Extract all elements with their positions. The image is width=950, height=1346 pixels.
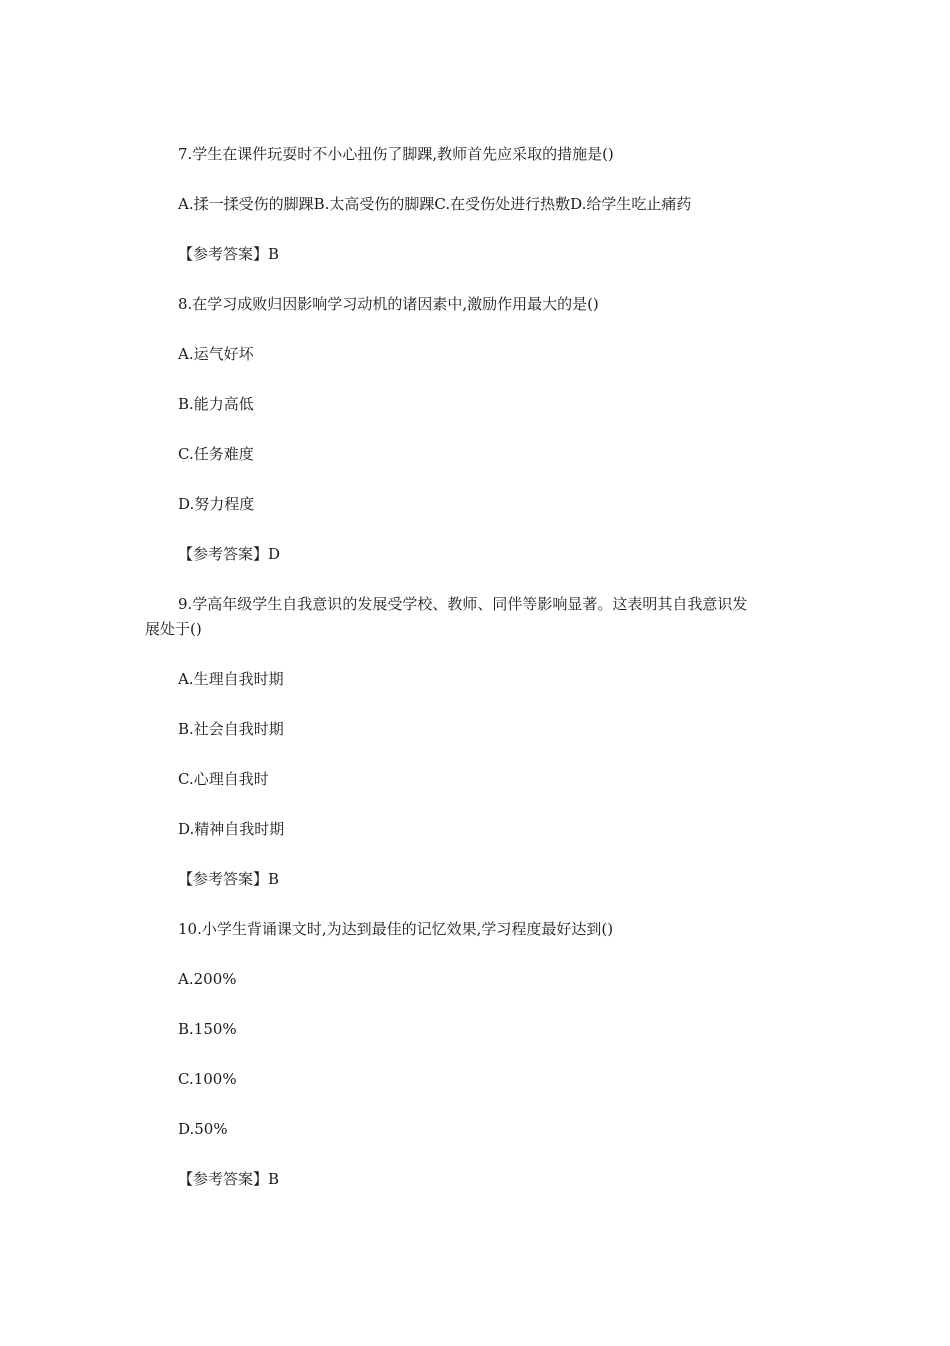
question-8-stem: 8.在学习成败归因影响学习动机的诸因素中,激励作用最大的是() (178, 295, 599, 313)
question-10-answer: 【参考答案】B (178, 1170, 280, 1188)
question-9-option-b: B.社会自我时期 (178, 720, 284, 738)
question-10-option-b: B.150% (178, 1020, 237, 1038)
question-9-stem: 9.学高年级学生自我意识的发展受学校、教师、同伴等影响显著。这表明其自我意识发 (178, 595, 748, 613)
question-9-stem-continued: 展处于() (145, 620, 202, 638)
question-7-stem: 7.学生在课件玩耍时不小心扭伤了脚踝,教师首先应采取的措施是() (178, 145, 614, 163)
question-10-option-d: D.50% (178, 1120, 228, 1138)
question-9-option-d: D.精神自我时期 (178, 820, 285, 838)
question-8-option-b: B.能力高低 (178, 395, 254, 413)
question-8-answer: 【参考答案】D (178, 545, 281, 563)
question-8-option-c: C.任务难度 (178, 445, 254, 463)
question-7-answer: 【参考答案】B (178, 245, 280, 263)
question-8-option-a: A.运气好坏 (178, 345, 254, 363)
question-9-answer: 【参考答案】B (178, 870, 280, 888)
question-9-option-c: C.心理自我时 (178, 770, 269, 788)
question-10-stem: 10.小学生背诵课文时,为达到最佳的记忆效果,学习程度最好达到() (178, 920, 614, 938)
question-10-option-c: C.100% (178, 1070, 237, 1088)
question-10-option-a: A.200% (178, 970, 237, 988)
question-8-option-d: D.努力程度 (178, 495, 255, 513)
question-9-option-a: A.生理自我时期 (178, 670, 284, 688)
question-7-options: A.揉一揉受伤的脚踝B.太高受伤的脚踝C.在受伤处进行热敷D.给学生吃止痛药 (178, 195, 692, 213)
